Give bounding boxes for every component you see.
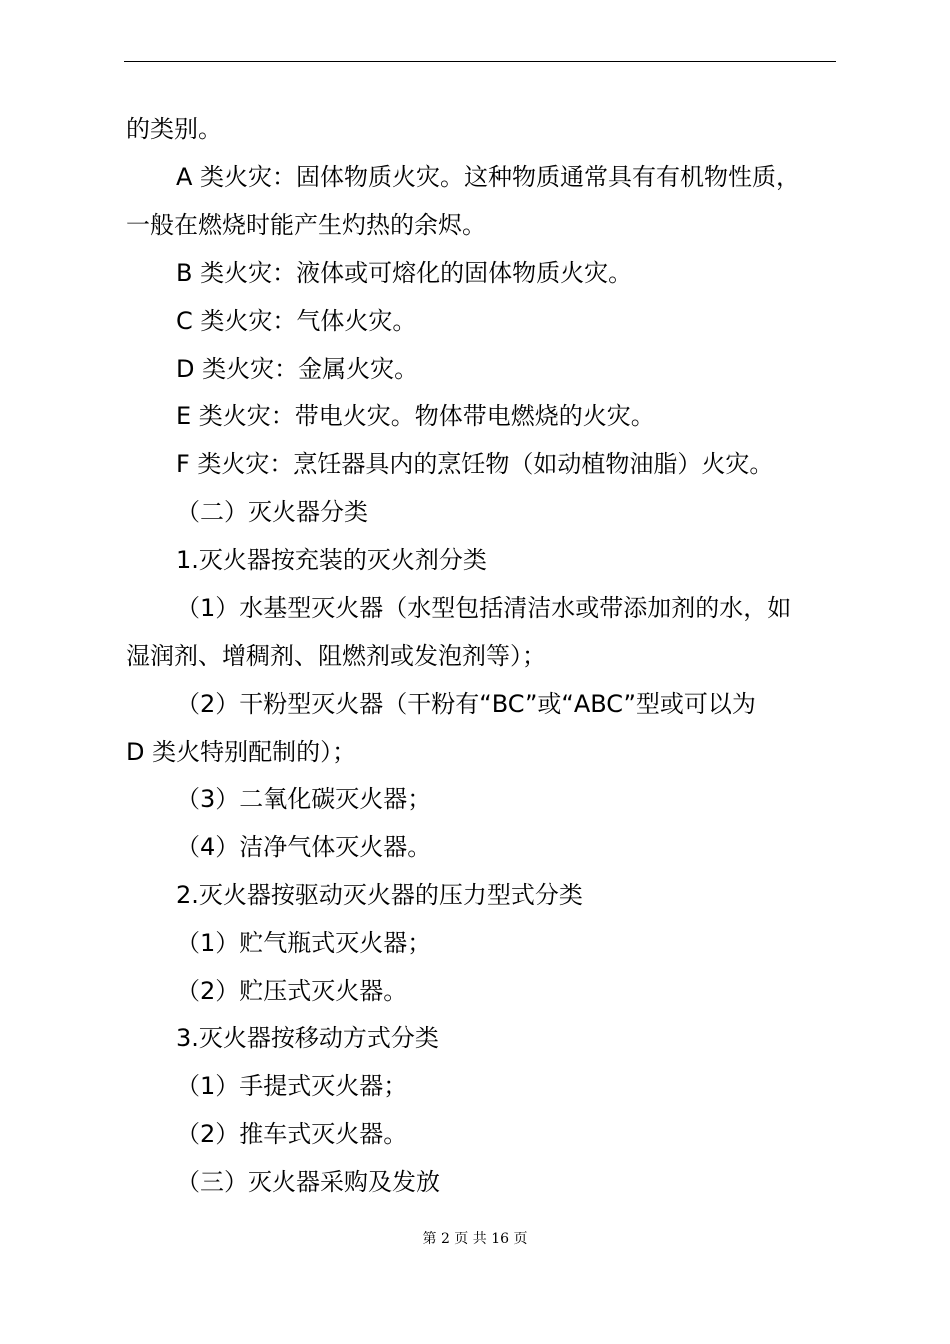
page-footer: 第 2 页 共 16 页	[422, 1231, 528, 1247]
text-line: E 类火灾：带电火灾。物体带电燃烧的火灾。	[176, 402, 655, 430]
text-line: D 类火特别配制的）；	[126, 738, 357, 766]
text-line: （2）干粉型灭火器（干粉有“BC”或“ABC”型或可以为	[176, 690, 756, 718]
section-heading: （三）灭火器采购及发放	[176, 1168, 440, 1196]
text-line: （1）手提式灭火器；	[176, 1072, 408, 1100]
text-line: （4）洁净气体灭火器。	[176, 833, 432, 861]
text-line: C 类火灾：气体火灾。	[176, 307, 417, 335]
header-rule	[124, 61, 836, 62]
text-line: D 类火灾：金属火灾。	[176, 355, 419, 383]
text-line: 湿润剂、增稠剂、阻燃剂或发泡剂等）；	[126, 642, 546, 670]
subsection-heading: 3.灭火器按移动方式分类	[176, 1024, 439, 1052]
text-line: B 类火灾：液体或可熔化的固体物质火灾。	[176, 259, 633, 287]
text-line: （1）贮气瓶式灭火器；	[176, 929, 432, 957]
text-line: 的类别。	[126, 115, 222, 143]
text-line: （2）贮压式灭火器。	[176, 977, 408, 1005]
section-heading: （二）灭火器分类	[176, 498, 368, 526]
text-line: A 类火灾：固体物质火灾。这种物质通常具有有机物性质，	[176, 163, 801, 191]
text-line: （1）水基型灭火器（水型包括清洁水或带添加剂的水，如	[176, 594, 792, 622]
text-line: （3）二氧化碳灭火器；	[176, 785, 432, 813]
text-line: F 类火灾：烹饪器具内的烹饪物（如动植物油脂）火灾。	[176, 450, 774, 478]
subsection-heading: 1.灭火器按充装的灭火剂分类	[176, 546, 487, 574]
subsection-heading: 2.灭火器按驱动灭火器的压力型式分类	[176, 881, 583, 909]
text-line: （2）推车式灭火器。	[176, 1120, 408, 1148]
text-line: 一般在燃烧时能产生灼热的余烬。	[126, 211, 486, 239]
